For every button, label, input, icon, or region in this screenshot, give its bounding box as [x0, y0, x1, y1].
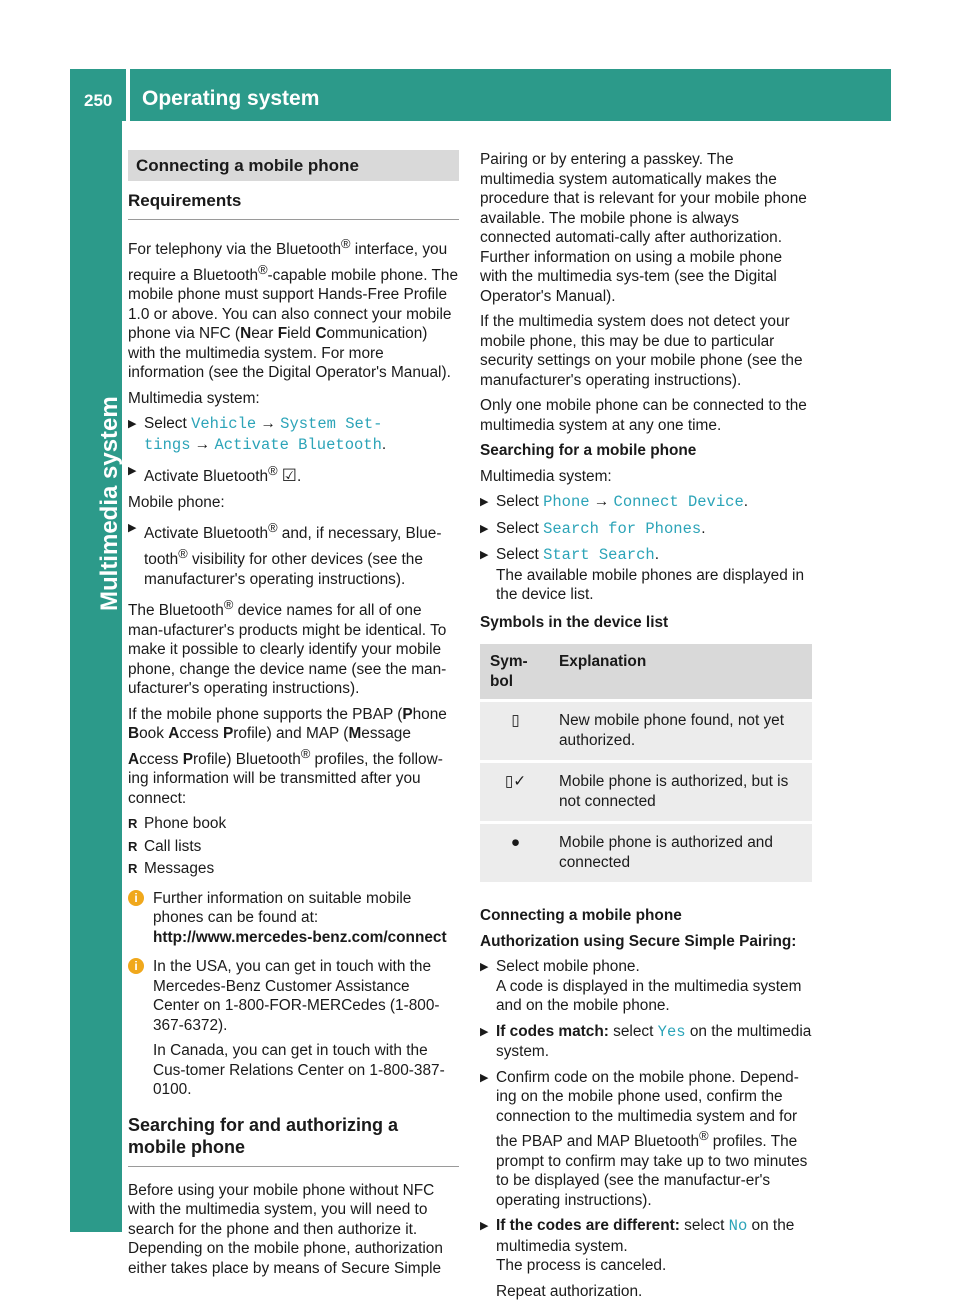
divider: [128, 1166, 459, 1167]
list-item: R Messages: [128, 859, 459, 879]
left-column: [128, 150, 459, 1284]
table-row: [480, 823, 812, 883]
step-codes-match: ▶ If codes match: select Yes on the multimedia system.: [480, 1022, 812, 1062]
symbols-table: [480, 644, 812, 882]
chapter-sidebar: [70, 121, 122, 1232]
menu-connect-device[interactable]: Connect Device: [613, 493, 744, 511]
step-select-mobile: ▶ Select mobile phone. A code is displayed in the multimedia system and on the mobile phone.: [480, 957, 812, 1016]
symbols-heading: Symbols in the device list: [480, 613, 669, 631]
section-heading: Connecting a mobile phone: [128, 150, 459, 181]
checkbox-icon: ☑: [281, 466, 298, 486]
requirements-heading: Requirements: [128, 190, 242, 210]
divider: [128, 219, 459, 220]
table-row: [480, 762, 812, 823]
chapter-label: Multimedia system: [96, 396, 123, 611]
search-authorize-heading: Searching for and authorizing a mobile phone: [128, 1114, 399, 1157]
info-icon: i: [128, 958, 144, 974]
phone-new-icon: ▯: [480, 701, 549, 762]
connecting-heading: Connecting a mobile phone: [480, 907, 682, 924]
step-select-phone: ▶ Select Phone → Connect Device.: [480, 492, 812, 513]
page-number: 250: [84, 91, 113, 110]
step-start-search: ▶ Select Start Search. The available mobile phones are displayed in the device list.: [480, 545, 812, 605]
menu-system-settings[interactable]: System Set- tings: [144, 415, 383, 454]
pairing-paragraph: Pairing or by entering a passkey. The multimedia system automatically makes the procedure that is relevant for your mobile phone available. The mobile phone is always connected automati-cally after authorization. Further information on using a mobile phone with the multimedia sys-tem (see the Digital Operator's Manual).: [480, 151, 807, 305]
column-header-explanation: Explanation: [549, 644, 812, 701]
searching-heading: Searching for a mobile phone: [480, 442, 697, 459]
menu-vehicle[interactable]: Vehicle: [191, 415, 257, 434]
table-cell: New mobile phone found, not yet authorized.: [549, 701, 812, 762]
label-mobile-phone: Mobile phone:: [128, 493, 225, 511]
page-title: Operating system: [142, 87, 320, 110]
page-header: [70, 69, 891, 121]
step-select-vehicle: ▶ Select Vehicle → System Set- tings → Activate Bluetooth.: [128, 414, 459, 455]
url-link[interactable]: http://www.mercedes-benz.com/connect: [153, 928, 447, 946]
info-icon: i: [128, 890, 144, 906]
info-note-website: i Further information on suitable mobile phones can be found at: http://www.mercedes-benz.com/connect: [128, 889, 459, 948]
menu-start-search[interactable]: Start Search: [543, 546, 655, 564]
step-codes-different: ▶ If the codes are different: select No on the multimedia system. The process is canceled. Repeat authorization.: [480, 1216, 812, 1301]
device-names-paragraph: The Bluetooth® device names for all of one man-ufacturer's products might be identical. To make it possible to clearly identify your mobile phone, change the device name (see the man-ufacturer's operating instructions).: [128, 597, 447, 698]
yes-option[interactable]: Yes: [657, 1022, 686, 1041]
connected-dot-icon: ●: [480, 823, 549, 883]
info-note-contact: i In the USA, you can get in touch with the Mercedes-Benz Customer Assistance Center on 1-800-FOR-MERCedes (1-800-367-6372). In Canada, you can get in touch with the Cus-tomer Relations Center on 1-800-387-0100.: [128, 957, 459, 1100]
table-row: [480, 701, 812, 762]
menu-search-for-phones[interactable]: Search for Phones: [543, 519, 702, 538]
step-search-phones: ▶ Select Search for Phones.: [480, 519, 812, 540]
phone-authorized-icon: ▯✓: [480, 762, 549, 823]
table-cell: Mobile phone is authorized and connected: [549, 823, 812, 883]
step-phone-visibility: ▶ Activate Bluetooth® and, if necessary, Blue-tooth® visibility for other devices (see the manufacturer's operating instructions).: [128, 518, 459, 589]
requirements-paragraph: For telephony via the Bluetooth® interface, you require a Bluetooth®-capable mobile phone. The mobile phone must support Hands-Free Profile 1.0 or above. You can also connect your mobile phone via NFC (Near Field Communication) with the multimedia system. For more information (see the Digital Operator's Manual).: [128, 236, 459, 382]
list-item: R Phone book: [128, 814, 459, 834]
label-multimedia-system: Multimedia system:: [128, 389, 260, 407]
step-activate-bluetooth: ▶ Activate Bluetooth® ☑.: [128, 461, 459, 487]
profiles-paragraph: If the mobile phone supports the PBAP (Phone Book Access Profile) and MAP (Message Access Profile) Bluetooth® profiles, the follow-ing information will be transmitted after you connect:: [128, 705, 447, 807]
right-column: [480, 150, 812, 1307]
one-phone-paragraph: Only one mobile phone can be connected to the multimedia system at any one time.: [480, 397, 807, 434]
detect-paragraph: If the multimedia system does not detect your mobile phone, this may be due to particular security settings on your mobile phone (see the manufacturer's operating instructions).: [480, 313, 803, 389]
auth-heading: Authorization using Secure Simple Pairing:: [480, 932, 797, 950]
menu-phone[interactable]: Phone: [543, 493, 590, 511]
table-cell: Mobile phone is authorized, but is not connected: [549, 762, 812, 823]
step-confirm-code: ▶ Confirm code on the mobile phone. Depend-ing on the mobile phone used, confirm the connection to the multimedia system and for the PBAP and MAP Bluetooth® profiles. The prompt to confirm may take up to two minutes to be displayed (see the manufactur-er's operating instructions).: [480, 1068, 812, 1211]
header-divider: [126, 69, 130, 121]
list-item: R Call lists: [128, 837, 459, 857]
label-multimedia-system: Multimedia system:: [480, 467, 612, 485]
no-option[interactable]: No: [728, 1217, 748, 1236]
column-header-symbol: Sym-bol: [480, 644, 549, 701]
search-paragraph: Before using your mobile phone without NFC with the multimedia system, you will need to search for the phone and then authorize it. Depending on the mobile phone, authorization either takes place by means of Secure Simple: [128, 1181, 443, 1277]
menu-activate-bluetooth[interactable]: Activate Bluetooth: [214, 435, 382, 454]
